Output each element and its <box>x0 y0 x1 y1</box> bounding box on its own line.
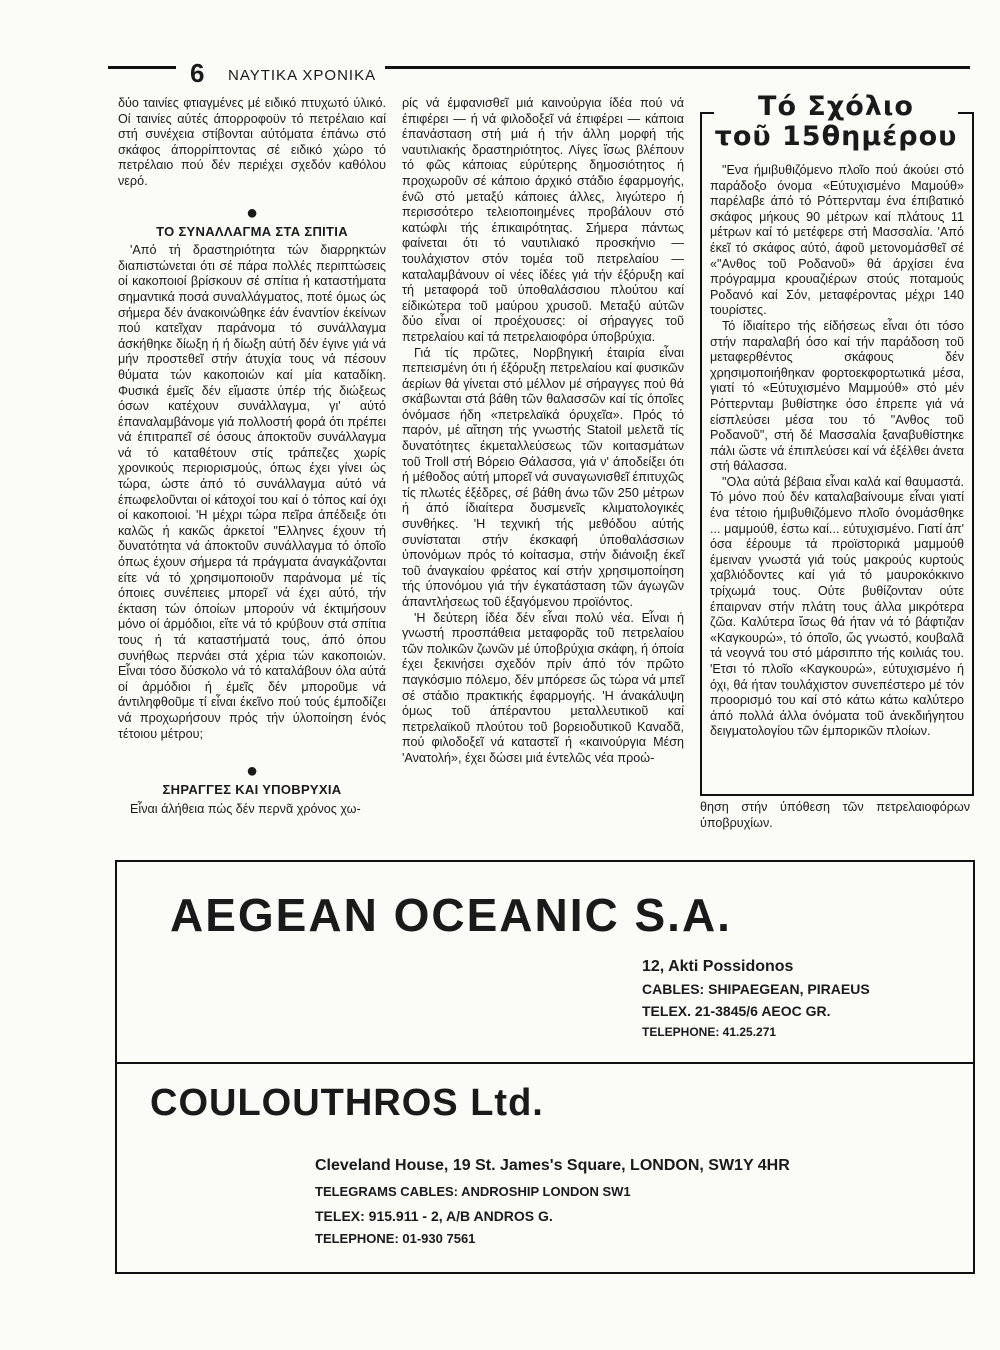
column-2 <box>402 96 684 767</box>
comment-box-title <box>714 92 958 152</box>
ad-coulouthros-telephone: TELEPHONE: 01-930 7561 <box>315 1231 476 1246</box>
section-paragraph-tunnels-start: Εἶναι άλήθεια πώς δέν περνᾶ χρόνος χω- <box>130 801 361 816</box>
comment-paragraph: Τό ίδιαίτερο τής είδήσεως εἶναι ότι τόσο στήν παραλαβή όσο καί τήν παράδοση τοῦ μεταφερθέντος σκάφους δέν χρησιμοποιήθηκαν φορτοεκφορτωτικά μέσα, γιατί τό «Εύτυχισμένο Μαμμούθ» στό μέν Ρόττερνταμ βυθίστηκε όσο έπρεπε γιά νά είσπλεύσει μέσα του τό "Ανθος τοῦ Ροδανοῦ", στή δέ Μασσαλία ξαναβυθίστηκε πάλι ὥστε νά έπιπλεύσει καί νά έξέλθει άνετα στή θάλασσα. <box>710 318 964 474</box>
comment-title-line-2: τοῦ 15θημέρου <box>714 121 958 152</box>
article-paragraph: Γιά τίς πρῶτες, Νορβηγική έταιρία εἶναι πεπεισμένη ότι ή έξόρυξη πετρελαίου καί φυσικῶν άερίων θά γίνεται στό μέλλον μέ σήραγγες πού θά σκάβωνται στά βάθη τῶν θαλασσῶν καί τίς όποῖες όνόμασε ήδη «πετρελαϊκά όρυχεῖα». Πρός τό παρόν, μέ αἴτηση τής γνωστής Statoil μελετᾶ τίς δυνατότητες έκμεταλλεύσεως τῶν κοιτασμάτων τοῦ Troll στή Βόρειο Θάλασσα, γιά ν' άποδείξει ότι ή μέθοδος αύτή μπορεῖ νά συναγωνισθεῖ έπιτυχῶς τίς πλωτές έξέδρες, σέ βάθη άνω τῶν 250 μέτρων ή άπό ίδιαίτερα δυσμενεῖς κλιματολογικές συνθήκες. 'Η τεχνική τής μεθόδου αύτής συνίσταται στήν έκσκαφή ύποθαλάσσιων ύπονόμων πρός τό κοίτασμα, στήν διάνοιξη έκεῖ τοῦ άναγκαίου φρέατος καί στήν χρησιμοποίηση τής ύπονόμου γιά τήν έγκατάσταση τῶν άγωγῶν άπαντλήσεως τοῦ έξαγόμενου προϊόντος. <box>402 345 684 609</box>
header-rule-left <box>108 66 176 69</box>
ad-aegean-address: 12, Akti Possidonos <box>642 958 794 975</box>
comment-paragraph: "Ενα ήμιβυθιζόμενο πλοῖο πού άκούει στό παράδοξο όνομα «Εύτυχισμένο Μαμούθ» παρέλαβε άπό τό Ρόττερνταμ ένα έπιβατικό σκάφος μήκους 90 μέτρων καί πλάτους 11 μέτρων καί τό μετέφερε στή Μασσαλία. 'Από έκεῖ τό σκάφος αύτό, άφοῦ μετονομάσθεῖ σέ «"Ανθος τοῦ Ροδανοῦ» θά άρχίσει ένα πρόγραμμα κρουαζιέρων στούς ποταμούς Ροδανό καί Σόν, μεταφέροντας μέχρι 140 τουρίστες. <box>710 163 964 318</box>
ad-coulouthros-telex: TELEX: 915.911 - 2, A/B ANDROS G. <box>315 1208 553 1224</box>
ad-aegean-cables: CABLES: SHIPAEGEAN, PIRAEUS <box>642 981 870 997</box>
ad-coulouthros-address: Cleveland House, 19 St. James's Square, LONDON, SW1Y 4HR <box>315 1157 790 1174</box>
publication-title: ΝΑΥΤΙΚΑ ΧΡΟΝΙΚΑ <box>228 67 377 84</box>
section-paragraph-foreign-exchange: 'Από τή δραστηριότητα τών διαρρηκτών διαπιστώνεται ότι σέ πάρα πολλές περιπτώσεις οί κακοποιοί βρίσκουν σέ σπίτια ή καταστήματα σημαντικά ποσά συναλλάγματος, ποτέ όμως ώς σήμερα δέν άνακοινώθηκε έάν έναντίον έκείνων πού κατεῖχαν παράνομα τό συνάλλαγμα άσκήθηκε δίωξη ή ή δίωξη αύτή δέν έγινε γιά νά μήν προστεθεῖ στήν άτυχία τους νά πέσουν θύματα τών κακοποιών καί μία καταδίκη. Φυσικά έμεῖς δέν εἴμαστε ύπέρ τής διώξεως όσων κατέχουν συνάλλαγμα, γι' αύτό έπαναλαμβάνομε γιά πολλοστή φορά ότι πρέπει νά έπιτραπεῖ σέ όσους άποκτοῦν συνάλλαγμα νά τό καταθέτουν στίς τράπεζες χωρίς χρονικούς περιορισμούς, όπως έχει γίνει ώς τώρα, ώστε άπό τό συνάλλαγμα αύτό νά έπωφελοῦνται οί κάτοχοί του καί ό τόπος καί όχι οί κακοποιοί. 'Η μέχρι τώρα πεῖρα άπέδειξε ότι καλῶς ή κακῶς άρκετοί "Ελληνες έχουν τή δυνατότητα νά άποκτοῦν συνάλλαγμα τό όποῖο όπως έχουν σήμερα τά πράγματα άναγκάζονται είτε νά τό χρησιμοποιοῦν παράνομα μέ τίς όποιες συνέπειες μπορεῖ νά έχει αύτό, τήν έκταση τών όποίων μπορούν νά έκτιμήσουν μόνο οί άρμόδιοι, εἴτε νά τό κρύβουν στά σπίτια τους ή τά καταστήματά τους, άπό όπου συνήθως περνάει στά χέρια τών κακοποιών. Εἶναι τόσο δύσκολο νά τό καταλάβουν όλα αύτά οί άρμόδιοι ή έμεῖς δέν μποροῦμε νά άντιληφθοῦμε τί εἶναι έκεῖνο πού τούς έμποδίζει νά προχωρήσουν πρός τήν ύλοποίηση ένός τέτοιου μέτρου; <box>118 243 386 741</box>
page-number: 6 <box>190 58 205 88</box>
section-heading-foreign-exchange: ΤΟ ΣΥΝΑΛΛΑΓΜΑ ΣΤΑ ΣΠΙΤΙΑ <box>156 223 348 239</box>
ad-aegean-telex: TELEX. 21-3845/6 AEOC GR. <box>642 1003 831 1019</box>
article-paragraph: 'Η δεύτερη ίδέα δέν εἶναι πολύ νέα. Εἶναι ή γνωστή προσπάθεια μεταφορᾶς τοῦ πετρελαίου τῶν πολικῶν ζωνῶν μέ ύποβρύχια σκάφη, ή όποία έχει ξεκινήσει σχεδόν πρίν άπό τόν πρῶτο παγκόσμιο πόλεμο, δέν μπόρεσε ὥς τώρα νά μπεῖ σέ στάδιο πρακτικής έφαρμογής. 'Η άνακάλυψη όμως τοῦ άπέραντου μεταλλευτικοῦ καί πετρελαϊκοῦ πλούτου τοῦ βορειοδυτικοῦ Καναδᾶ, πού φιλοδοξεῖ νά καταστεῖ ή «καινούργια Μέση 'Ανατολή», έχει δώσει μιά έντελῶς νέα προώ- <box>402 610 684 765</box>
comment-paragraph: "Ολα αύτά βέβαια εἶναι καλά καί θαυμαστά. Τό μόνο πού δέν καταλαβαίνουμε εἶναι γιατί ένα τέτοιο ήμιβυθιζόμενο πλοῖο όνομάσθηκε ... μαμμούθ, έστω καί... εύτυχισμένο. Γιατί άπ' όσα έέρουμε τά προϊστορικά μαμμούθ έμειναν γνωστά γιά τούς μακρούς κυρτούς χαβλιόδοντες καί γιά τό μαυροκόκκινο τρίχωμά τους. Ούτε βυθίζονταν ούτε έπαιρναν στήν πλάτη τους άλλα μικρότερα ζῶα. Καλύτερα ἴσως θά ήταν νά τό βάφτιζαν «Καγκουρώ», τό όποῖο, ὥς γνωστό, κουβαλᾶ τά νεογνά του στό μάρσιππο τής κοιλιάς του. 'Ετσι τό πλοῖο «Καγκουρώ», εύτυχισμένο ή όχι, θά ήταν τουλάχιστον συνεπέστερο μέ τόν προορισμό του καί στό κάτω κάτω καλύτερο άπό πολλά άλλα όνόματα τοῦ άνεκδιήγητου δειγματολογίου τῶν έμπορικῶν πλοίων. <box>710 474 964 739</box>
ad-coulouthros-telegrams: TELEGRAMS CABLES: ANDROSHIP LONDON SW1 <box>315 1184 631 1199</box>
section-heading-tunnels-submarines: ΣΗΡΑΓΓΕΣ ΚΑΙ ΥΠΟΒΡΥΧΙΑ <box>162 782 342 798</box>
ad-coulouthros-company-name: COULOUTHROS Ltd. <box>150 1082 544 1124</box>
continuation-paragraph: θηση στήν ύπόθεση τῶν πετρελαιοφόρων ύποβρυχίων. <box>700 800 970 830</box>
comment-box-text <box>710 163 964 740</box>
article-paragraph: ρίς νά έμφανισθεῖ μιά καινούργια ίδέα πού νά έπιφέρει — ή νά φιλοδοξεῖ νά έπιφέρει — κάποια έπανάσταση στή μιά ή τήν άλλη μορφή τής ναυτιλιακής δραστηριότητος. Λίγες ἴσως βλέπουν τό φῶς κάποιας εύρύτερης δημοσιότητος ή προχωροῦν σέ κάποιο άρχικό στάδιο έφαρμογής, ένῶ στό μεταξύ κάποιες άλλες, λιγώτερο ή περισσότερο τελειοποιημένες προβάλουν στό κατώφλι τής έπικαιρότητας. Σήμερα πάντως φαίνεται ότι τό ναυτιλιακό προσκήνιο — τουλάχιστον στόν τομέα τοῦ πετρελαίου — καταλαμβάνουν οί νέες ίδέες γιά τήν έξόρυξη καί τή μεταφορά τοῦ ύποθαλάσσιου πλούτου καί είδικώτερα τοῦ μαύρου χρυσοῦ. Μεταξύ αύτῶν δύο εἶναι οί προέχουσες: οί σήραγγες τοῦ πετρελαίου καί τά πετρελαιοφόρα ύποβρύχια. <box>402 96 684 344</box>
bullet-dot: ● <box>245 760 259 783</box>
ad-aegean-company-name: AEGEAN OCEANIC S.A. <box>170 889 732 941</box>
header-rule-right <box>385 66 970 69</box>
column-1 <box>118 96 386 817</box>
ad-aegean-telephone: TELEPHONE: 41.25.271 <box>642 1025 777 1039</box>
column-3-continuation <box>700 800 970 831</box>
bullet-dot: ● <box>245 201 259 224</box>
intro-paragraph: δύο ταινίες φτιαγμένες μέ ειδικό πτυχωτό ύλικό. Οί ταινίες αύτές άπορροφοϋν τό πετρέλαιο καί στή συνέχεια στίβονται αύτόματα έπάνω στό σκάφος άπορρίπτοντας σέ ειδικό χώρο τό πετρέλαιο πού δέν περιέχει σχεδόν καθόλου νερό. <box>118 96 386 188</box>
comment-title-line-1: Τό Σχόλιο <box>758 91 914 122</box>
